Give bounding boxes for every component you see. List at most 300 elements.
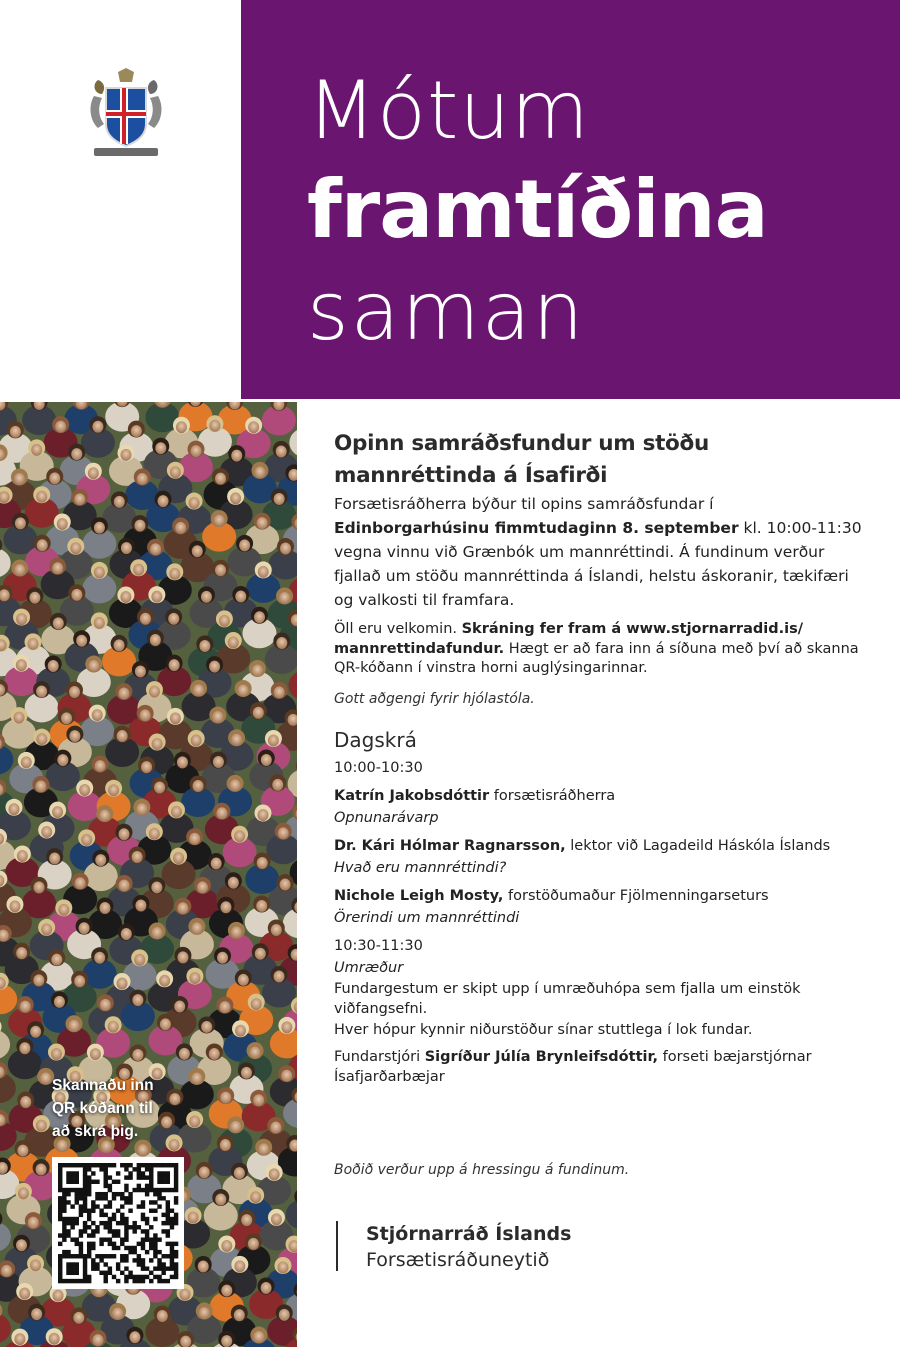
qr-module xyxy=(112,1180,116,1184)
crowd-person-face xyxy=(254,611,265,623)
qr-module xyxy=(87,1167,91,1171)
qr-module xyxy=(132,1250,136,1254)
qr-module xyxy=(58,1184,62,1188)
qr-module xyxy=(75,1271,79,1275)
qr-module xyxy=(91,1171,95,1175)
crowd-person-face xyxy=(270,1121,281,1133)
qr-module xyxy=(137,1204,141,1208)
qr-module xyxy=(99,1209,103,1213)
qr-module xyxy=(79,1163,83,1167)
qr-module xyxy=(161,1163,165,1167)
qr-module xyxy=(157,1262,161,1266)
qr-module xyxy=(157,1171,161,1175)
qr-module xyxy=(141,1163,145,1167)
qr-module xyxy=(161,1196,165,1200)
qr-module xyxy=(116,1171,120,1175)
qr-module xyxy=(62,1221,66,1225)
qr-module xyxy=(58,1175,62,1179)
qr-module xyxy=(141,1246,145,1250)
qr-module xyxy=(153,1192,157,1196)
crowd-person-face xyxy=(92,709,103,721)
crowd-person-face xyxy=(36,685,47,697)
speaker-role: lektor við Lagadeild Háskóla Íslands xyxy=(565,837,831,854)
qr-module xyxy=(66,1250,70,1254)
qr-module xyxy=(161,1271,165,1275)
qr-module xyxy=(124,1254,128,1258)
crowd-person-face xyxy=(189,972,200,984)
qr-module xyxy=(166,1266,170,1270)
crowd-person-face xyxy=(81,834,92,846)
crowd-person-face xyxy=(155,442,166,454)
agenda-discussion xyxy=(334,935,864,1041)
qr-module xyxy=(58,1233,62,1237)
qr-module xyxy=(128,1175,132,1179)
crowd-person-face xyxy=(257,517,268,529)
qr-module xyxy=(70,1175,74,1179)
qr-module xyxy=(104,1225,108,1229)
qr-module xyxy=(137,1171,141,1175)
crowd-person-face xyxy=(198,1260,209,1272)
qr-module xyxy=(141,1217,145,1221)
qr-module xyxy=(108,1225,112,1229)
qr-module xyxy=(145,1229,149,1233)
qr-module xyxy=(95,1192,99,1196)
qr-module xyxy=(87,1175,91,1179)
crowd-person-face xyxy=(135,899,146,911)
qr-module xyxy=(83,1254,87,1258)
qr-module xyxy=(70,1254,74,1258)
qr-module xyxy=(120,1237,124,1241)
qr-module xyxy=(66,1271,70,1275)
qr-module xyxy=(161,1221,165,1225)
crowd-person-face xyxy=(132,994,143,1006)
agenda-time: 10:30-11:30 xyxy=(334,937,423,954)
qr-module xyxy=(83,1196,87,1200)
qr-module xyxy=(149,1237,153,1241)
crowd-person-face xyxy=(193,684,204,696)
qr-module xyxy=(91,1233,95,1237)
qr-module xyxy=(120,1196,124,1200)
qr-module xyxy=(87,1254,91,1258)
qr-module xyxy=(104,1171,108,1175)
qr-module xyxy=(91,1180,95,1184)
qr-module xyxy=(174,1171,178,1175)
qr-module xyxy=(75,1266,79,1270)
qr-module xyxy=(153,1242,157,1246)
crowd-person-face xyxy=(52,806,63,818)
qr-module xyxy=(157,1250,161,1254)
qr-module xyxy=(79,1188,83,1192)
crowd-person-face xyxy=(228,877,239,889)
crowd-person-face xyxy=(280,543,291,555)
qr-module xyxy=(66,1266,70,1270)
registration-link[interactable]: Skráning fer fram á www.stjornarradid.is/ mannrettindafundur. xyxy=(334,621,803,657)
crowd-person-face xyxy=(28,638,39,650)
qr-module xyxy=(66,1163,70,1167)
qr-module xyxy=(161,1279,165,1283)
qr-module xyxy=(116,1266,120,1270)
crowd-person-face xyxy=(177,951,188,963)
qr-module xyxy=(153,1275,157,1279)
qr-module xyxy=(137,1279,141,1283)
qr-module xyxy=(108,1200,112,1204)
crowd-person-face xyxy=(177,756,188,768)
qr-module xyxy=(83,1200,87,1204)
qr-module xyxy=(145,1184,149,1188)
qr-module xyxy=(174,1167,178,1171)
qr-module xyxy=(145,1221,149,1225)
qr-module xyxy=(174,1250,178,1254)
crowd-person-face xyxy=(19,1287,30,1299)
crowd-person-face xyxy=(281,1021,292,1033)
crowd-person-face xyxy=(14,1333,25,1345)
crowd-person-face xyxy=(261,1282,272,1294)
qr-module xyxy=(166,1163,170,1167)
crowd-person-face xyxy=(271,924,282,936)
discussion-text: Fundargestum er skipt upp í umræðuhópa sem fjalla um einstök viðfangsefni. xyxy=(334,980,801,1017)
qr-module xyxy=(149,1258,153,1262)
qr-module xyxy=(79,1233,83,1237)
crowd-person-face xyxy=(269,1168,280,1180)
qr-module xyxy=(104,1192,108,1196)
qr-module xyxy=(99,1221,103,1225)
qr-module xyxy=(157,1279,161,1283)
crowd-person-face xyxy=(133,564,144,576)
qr-module xyxy=(58,1204,62,1208)
crowd-person-face xyxy=(41,826,52,838)
qr-module xyxy=(137,1175,141,1179)
qr-module xyxy=(75,1242,79,1246)
qr-module xyxy=(153,1266,157,1270)
qr-module xyxy=(79,1242,83,1246)
qr-module xyxy=(108,1271,112,1275)
qr-module xyxy=(153,1233,157,1237)
qr-module xyxy=(58,1200,62,1204)
qr-module xyxy=(170,1188,174,1192)
qr-module xyxy=(104,1262,108,1266)
crowd-person-face xyxy=(238,685,249,697)
qr-module xyxy=(145,1266,149,1270)
crowd-person-face xyxy=(241,1067,252,1079)
qr-module xyxy=(157,1188,161,1192)
footer-ministry: Forsætisráðuneytið xyxy=(366,1249,550,1271)
crowd-person-face xyxy=(131,425,142,437)
crowd-person-face xyxy=(36,733,47,745)
qr-module xyxy=(124,1167,128,1171)
qr-module xyxy=(75,1175,79,1179)
qr-module xyxy=(58,1266,62,1270)
qr-module xyxy=(75,1163,79,1167)
qr-module xyxy=(83,1171,87,1175)
qr-module xyxy=(99,1271,103,1275)
qr-module xyxy=(132,1167,136,1171)
crowd-person-face xyxy=(94,522,105,534)
qr-module xyxy=(83,1180,87,1184)
intro-venue-date: Edinborgarhúsinu fimmtudaginn 8. september xyxy=(334,519,739,537)
crowd-person-face xyxy=(191,735,202,747)
qr-module xyxy=(112,1217,116,1221)
crowd-person-face xyxy=(197,881,208,893)
crowd-person-face xyxy=(231,450,242,462)
footer-org: Stjórnarráð Íslands xyxy=(366,1223,572,1245)
qr-module xyxy=(75,1171,79,1175)
qr-module xyxy=(70,1237,74,1241)
crowd-person-face xyxy=(135,666,146,678)
qr-module xyxy=(108,1237,112,1241)
crowd-person-face xyxy=(95,760,106,772)
qr-module xyxy=(137,1163,141,1167)
qr-module xyxy=(108,1163,112,1167)
qr-module xyxy=(99,1254,103,1258)
crowd-person-face xyxy=(74,493,85,505)
qr-module xyxy=(75,1279,79,1283)
registration-text-2: Hægt er að fara inn á síðuna með því að skanna QR-kóðann í vinstra horni auglýsingarinnar. xyxy=(334,640,859,676)
qr-module xyxy=(62,1217,66,1221)
qr-module xyxy=(66,1221,70,1225)
qr-module xyxy=(91,1262,95,1266)
qr-module xyxy=(95,1266,99,1270)
qr-module xyxy=(108,1204,112,1208)
qr-module xyxy=(141,1188,145,1192)
crowd-person-face xyxy=(132,851,143,863)
qr-module xyxy=(75,1217,79,1221)
qr-module xyxy=(75,1254,79,1258)
crowd-person-face xyxy=(160,1018,171,1030)
crowd-person-face xyxy=(21,756,32,768)
qr-module xyxy=(70,1217,74,1221)
crowd-person-face xyxy=(33,974,44,986)
qr-module xyxy=(174,1221,178,1225)
qr-module xyxy=(153,1254,157,1258)
qr-module xyxy=(166,1221,170,1225)
qr-module xyxy=(161,1188,165,1192)
qr-module xyxy=(62,1192,66,1196)
crowd-person-face xyxy=(137,473,148,485)
qr-module xyxy=(66,1254,70,1258)
qr-module xyxy=(141,1175,145,1179)
intro-text: Forsætisráðherra býður til opins samráðsfundar í xyxy=(334,495,714,513)
qr-module xyxy=(161,1180,165,1184)
speaker-name: Dr. Kári Hólmar Ragnarsson, xyxy=(334,837,566,854)
qr-module xyxy=(95,1180,99,1184)
crowd-person-face xyxy=(121,928,132,940)
crowd-person-face xyxy=(174,1001,185,1013)
qr-caption-line: að skrá þig. xyxy=(52,1123,139,1140)
qr-module xyxy=(116,1233,120,1237)
crowd-person-face xyxy=(53,1290,64,1302)
qr-module xyxy=(112,1213,116,1217)
crowd-person-face xyxy=(217,952,228,964)
qr-module xyxy=(79,1246,83,1250)
qr-code-icon[interactable] xyxy=(52,1157,184,1289)
qr-module xyxy=(58,1254,62,1258)
qr-module xyxy=(124,1200,128,1204)
crowd-person-face xyxy=(261,754,272,766)
accessibility-note: Gott aðgengi fyrir hjólastóla. xyxy=(334,690,535,707)
qr-module xyxy=(99,1167,103,1171)
qr-module xyxy=(149,1209,153,1213)
crowd-person-face xyxy=(177,902,188,914)
crowd-person-face xyxy=(117,730,128,742)
qr-module xyxy=(141,1204,145,1208)
crowd-person-face xyxy=(214,515,225,527)
qr-module xyxy=(153,1188,157,1192)
qr-module xyxy=(128,1209,132,1213)
qr-module xyxy=(79,1192,83,1196)
crowd-person-face xyxy=(28,1217,39,1229)
qr-module xyxy=(170,1246,174,1250)
qr-module xyxy=(58,1279,62,1283)
qr-module xyxy=(66,1217,70,1221)
qr-module xyxy=(124,1163,128,1167)
crowd-person-face xyxy=(18,1187,29,1199)
crowd-person-face xyxy=(209,420,220,432)
qr-module xyxy=(124,1188,128,1192)
crowd-person-face xyxy=(129,1331,140,1343)
qr-module xyxy=(153,1250,157,1254)
qr-module xyxy=(66,1200,70,1204)
qr-module xyxy=(66,1175,70,1179)
crowd-person-face xyxy=(257,809,268,821)
qr-module xyxy=(70,1271,74,1275)
qr-module xyxy=(153,1217,157,1221)
crowd-person-face xyxy=(16,947,27,959)
crowd-person-face xyxy=(230,779,241,791)
speaker-talk: Opnunarávarp xyxy=(334,809,439,826)
qr-module xyxy=(116,1229,120,1233)
crowd-person-face xyxy=(211,858,222,870)
crowd-person-face xyxy=(192,545,203,557)
qr-module xyxy=(58,1217,62,1221)
qr-module xyxy=(137,1262,141,1266)
qr-module xyxy=(87,1242,91,1246)
qr-module xyxy=(132,1188,136,1192)
qr-module xyxy=(83,1163,87,1167)
crowd-person-face xyxy=(191,445,202,457)
crowd-person-face xyxy=(199,1307,210,1319)
qr-module xyxy=(79,1250,83,1254)
crowd-person-face xyxy=(17,850,28,862)
qr-module xyxy=(58,1196,62,1200)
crowd-person-face xyxy=(92,1334,103,1346)
crowd-person-face xyxy=(254,466,265,478)
qr-module xyxy=(95,1262,99,1266)
qr-module xyxy=(161,1213,165,1217)
headline-line-1: Mótum xyxy=(307,64,590,157)
coat-of-arms-icon xyxy=(84,66,168,160)
qr-module xyxy=(157,1163,161,1167)
qr-module xyxy=(66,1229,70,1233)
headline-line-2: framtíðina xyxy=(307,163,768,256)
crowd-person-face xyxy=(114,639,125,651)
qr-module xyxy=(83,1275,87,1279)
crowd-person-face xyxy=(230,492,241,504)
qr-module xyxy=(149,1200,153,1204)
crowd-person-face xyxy=(36,1120,47,1132)
crowd-person-face xyxy=(231,926,242,938)
crowd-person-face xyxy=(191,922,202,934)
qr-module xyxy=(157,1175,161,1179)
qr-module xyxy=(70,1221,74,1225)
qr-module xyxy=(62,1196,66,1200)
crowd-person-face xyxy=(215,564,226,576)
qr-module xyxy=(104,1237,108,1241)
crowd-person-face xyxy=(75,877,86,889)
registration-paragraph xyxy=(334,620,864,679)
qr-module xyxy=(124,1279,128,1283)
qr-module xyxy=(166,1217,170,1221)
qr-module xyxy=(128,1192,132,1196)
crowd-person-face xyxy=(253,707,264,719)
speaker-talk: Hvað eru mannréttindi? xyxy=(334,859,507,876)
qr-module xyxy=(79,1209,83,1213)
qr-module xyxy=(137,1188,141,1192)
qr-module xyxy=(141,1229,145,1233)
qr-module xyxy=(79,1229,83,1233)
qr-module xyxy=(124,1229,128,1233)
qr-module xyxy=(99,1237,103,1241)
crowd-person-face xyxy=(170,712,181,724)
qr-module xyxy=(70,1279,74,1283)
qr-module xyxy=(95,1204,99,1208)
qr-module xyxy=(120,1217,124,1221)
qr-module xyxy=(116,1192,120,1196)
crowd-person-face xyxy=(209,1048,220,1060)
qr-module xyxy=(70,1204,74,1208)
crowd-person-face xyxy=(272,779,283,791)
qr-module xyxy=(145,1233,149,1237)
refreshments-note: Boðið verður upp á hressingu á fundinum. xyxy=(334,1162,630,1178)
qr-module xyxy=(124,1225,128,1229)
crowd-person-face xyxy=(74,975,85,987)
crowd-person-face xyxy=(213,756,224,768)
qr-module xyxy=(166,1175,170,1179)
qr-module xyxy=(132,1275,136,1279)
qr-module xyxy=(174,1213,178,1217)
crowd-person-face xyxy=(100,999,111,1011)
crowd-person-face xyxy=(49,1333,60,1345)
crowd-person-face xyxy=(92,421,103,433)
qr-module xyxy=(83,1266,87,1270)
qr-module xyxy=(104,1204,108,1208)
crowd-person-face xyxy=(108,1021,119,1033)
crowd-person-face xyxy=(281,1070,292,1082)
qr-module xyxy=(75,1237,79,1241)
qr-module xyxy=(137,1275,141,1279)
crowd-person-face xyxy=(151,881,162,893)
crowd-person-face xyxy=(108,784,119,796)
qr-module xyxy=(137,1225,141,1229)
qr-module xyxy=(87,1279,91,1283)
crowd-person-face xyxy=(176,421,187,433)
crowd-person-face xyxy=(36,491,47,503)
crowd-person-face xyxy=(158,495,169,507)
qr-module xyxy=(83,1221,87,1225)
qr-module xyxy=(149,1271,153,1275)
crowd-person-face xyxy=(180,1288,191,1300)
crowd-person-face xyxy=(253,1331,264,1343)
qr-module xyxy=(170,1217,174,1221)
qr-module xyxy=(120,1254,124,1258)
qr-module xyxy=(91,1209,95,1213)
qr-module xyxy=(66,1192,70,1196)
qr-module xyxy=(174,1188,178,1192)
qr-module xyxy=(161,1171,165,1175)
qr-module xyxy=(116,1246,120,1250)
qr-module xyxy=(170,1242,174,1246)
footer-logo xyxy=(336,1221,571,1271)
crowd-person-face xyxy=(234,1260,245,1272)
